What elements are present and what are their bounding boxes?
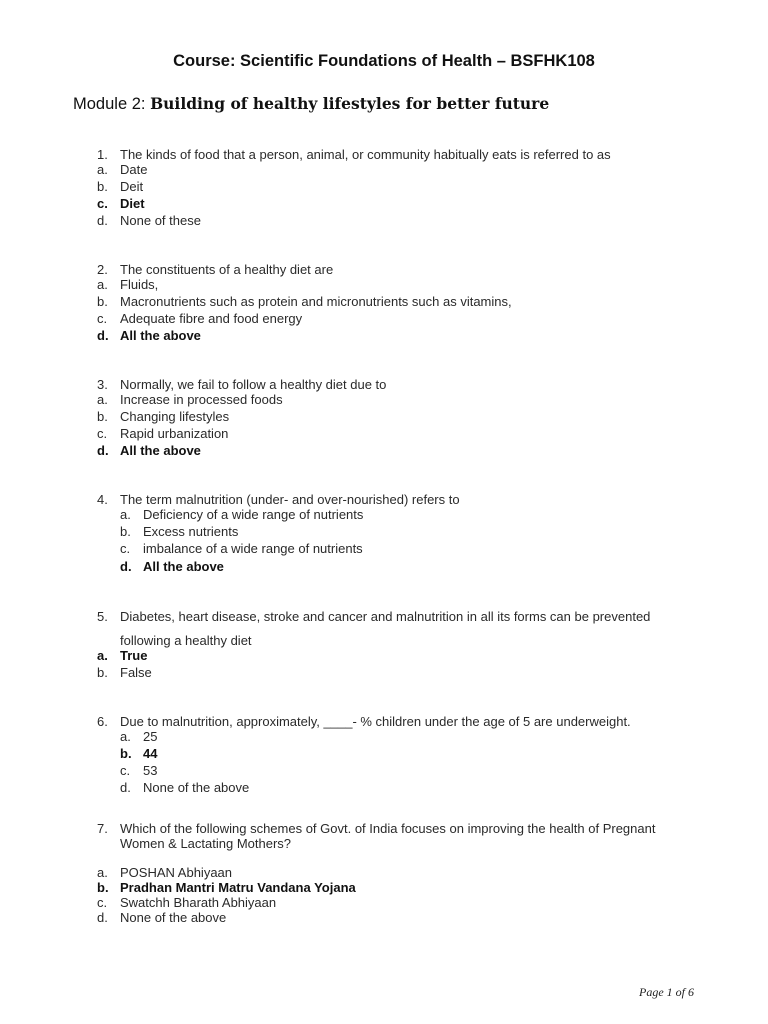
question-2-option-text: All the above xyxy=(120,328,201,343)
question-6-option-marker: d. xyxy=(120,780,131,795)
question-7-option-text: POSHAN Abhiyaan xyxy=(120,865,233,880)
question-7-option-marker: d. xyxy=(97,910,108,925)
question-5-option-marker: b. xyxy=(97,665,108,680)
question-2-option-marker: b. xyxy=(97,294,108,309)
question-4-option-marker: d. xyxy=(120,559,132,574)
question-4-option-text: imbalance of a wide range of nutrients xyxy=(143,541,363,556)
question-4-option-text: Deficiency of a wide range of nutrients xyxy=(143,507,364,522)
question-3-option-text: Increase in processed foods xyxy=(120,392,283,407)
question-6-marker: 6. xyxy=(97,714,108,729)
question-3-marker: 3. xyxy=(97,377,108,392)
question-6-option-marker: a. xyxy=(120,729,131,744)
question-5-cont-text: following a healthy diet xyxy=(120,633,252,648)
question-3-text: Normally, we fail to follow a healthy diet due to xyxy=(120,377,387,392)
question-1-text: The kinds of food that a person, animal, or community habitually eats is referred to as xyxy=(120,147,611,162)
question-5-option-marker: a. xyxy=(97,648,108,663)
question-4-option-marker: b. xyxy=(120,524,131,539)
question-1-option-marker: c. xyxy=(97,196,108,211)
question-1-option-text: Deit xyxy=(120,179,144,194)
question-7-marker: 7. xyxy=(97,821,108,836)
question-1-option-marker: a. xyxy=(97,162,108,177)
question-7-cont-text: Women & Lactating Mothers? xyxy=(120,836,292,851)
question-4-option-text: Excess nutrients xyxy=(143,524,239,539)
question-7-option-text: None of the above xyxy=(120,910,227,925)
question-5-marker: 5. xyxy=(97,609,108,624)
question-1-option-text: None of these xyxy=(120,213,201,228)
question-7-option-text: Pradhan Mantri Matru Vandana Yojana xyxy=(120,880,356,895)
question-4-marker: 4. xyxy=(97,492,108,507)
question-1-marker: 1. xyxy=(97,147,108,162)
question-7-option-text: Swatchh Bharath Abhiyaan xyxy=(120,895,277,910)
question-2-option-text: Adequate fibre and food energy xyxy=(120,311,303,326)
question-5-option-text: False xyxy=(120,665,152,680)
question-3-option-text: Changing lifestyles xyxy=(120,409,230,424)
question-1-option-text: Diet xyxy=(120,196,145,211)
question-4-option-marker: a. xyxy=(120,507,131,522)
question-7-option-marker: c. xyxy=(97,895,108,910)
question-2-option-marker: d. xyxy=(97,328,109,343)
question-7-text: Which of the following schemes of Govt. of India focuses on improving the health of Pregnant xyxy=(120,821,656,836)
question-2-option-marker: c. xyxy=(97,311,108,326)
question-6-option-text: None of the above xyxy=(143,780,250,795)
question-3-option-marker: b. xyxy=(97,409,108,424)
question-6-option-text: 53 xyxy=(143,763,158,778)
question-4-option-marker: c. xyxy=(120,541,131,556)
question-4-text: The term malnutrition (under- and over-nourished) refers to xyxy=(120,492,460,507)
question-3-option-marker: a. xyxy=(97,392,108,407)
course-title: Course: Scientific Foundations of Health – BSFHK108 xyxy=(173,52,595,70)
question-6-text: Due to malnutrition, approximately, ____- % children under the age of 5 are underweight. xyxy=(120,714,631,729)
question-3-option-text: Rapid urbanization xyxy=(120,426,229,441)
question-6-option-text: 25 xyxy=(143,729,158,744)
question-6-option-marker: b. xyxy=(120,746,132,761)
question-5-option-text: True xyxy=(120,648,148,663)
question-6-option-marker: c. xyxy=(120,763,131,778)
question-1-option-marker: d. xyxy=(97,213,108,228)
question-2-marker: 2. xyxy=(97,262,108,277)
question-3-option-marker: c. xyxy=(97,426,108,441)
module-title: Building of healthy lifestyles for better future xyxy=(150,94,550,113)
question-3-option-marker: d. xyxy=(97,443,109,458)
question-2-option-text: Fluids, xyxy=(120,277,159,292)
question-3-option-text: All the above xyxy=(120,443,201,458)
question-7-option-marker: a. xyxy=(97,865,108,880)
question-6-option-text: 44 xyxy=(143,746,158,761)
question-4-option-text: All the above xyxy=(143,559,224,574)
question-1-option-text: Date xyxy=(120,162,148,177)
module-heading xyxy=(73,94,549,114)
page-number: Page 1 of 6 xyxy=(639,985,694,999)
module-label: Module 2: xyxy=(73,95,146,113)
question-7-option-marker: b. xyxy=(97,880,109,895)
question-5-text: Diabetes, heart disease, stroke and cancer and malnutrition in all its forms can be prevented xyxy=(120,609,651,624)
question-2-option-marker: a. xyxy=(97,277,108,292)
question-2-option-text: Macronutrients such as protein and micronutrients such as vitamins, xyxy=(120,294,512,309)
question-2-text: The constituents of a healthy diet are xyxy=(120,262,334,277)
question-1-option-marker: b. xyxy=(97,179,108,194)
